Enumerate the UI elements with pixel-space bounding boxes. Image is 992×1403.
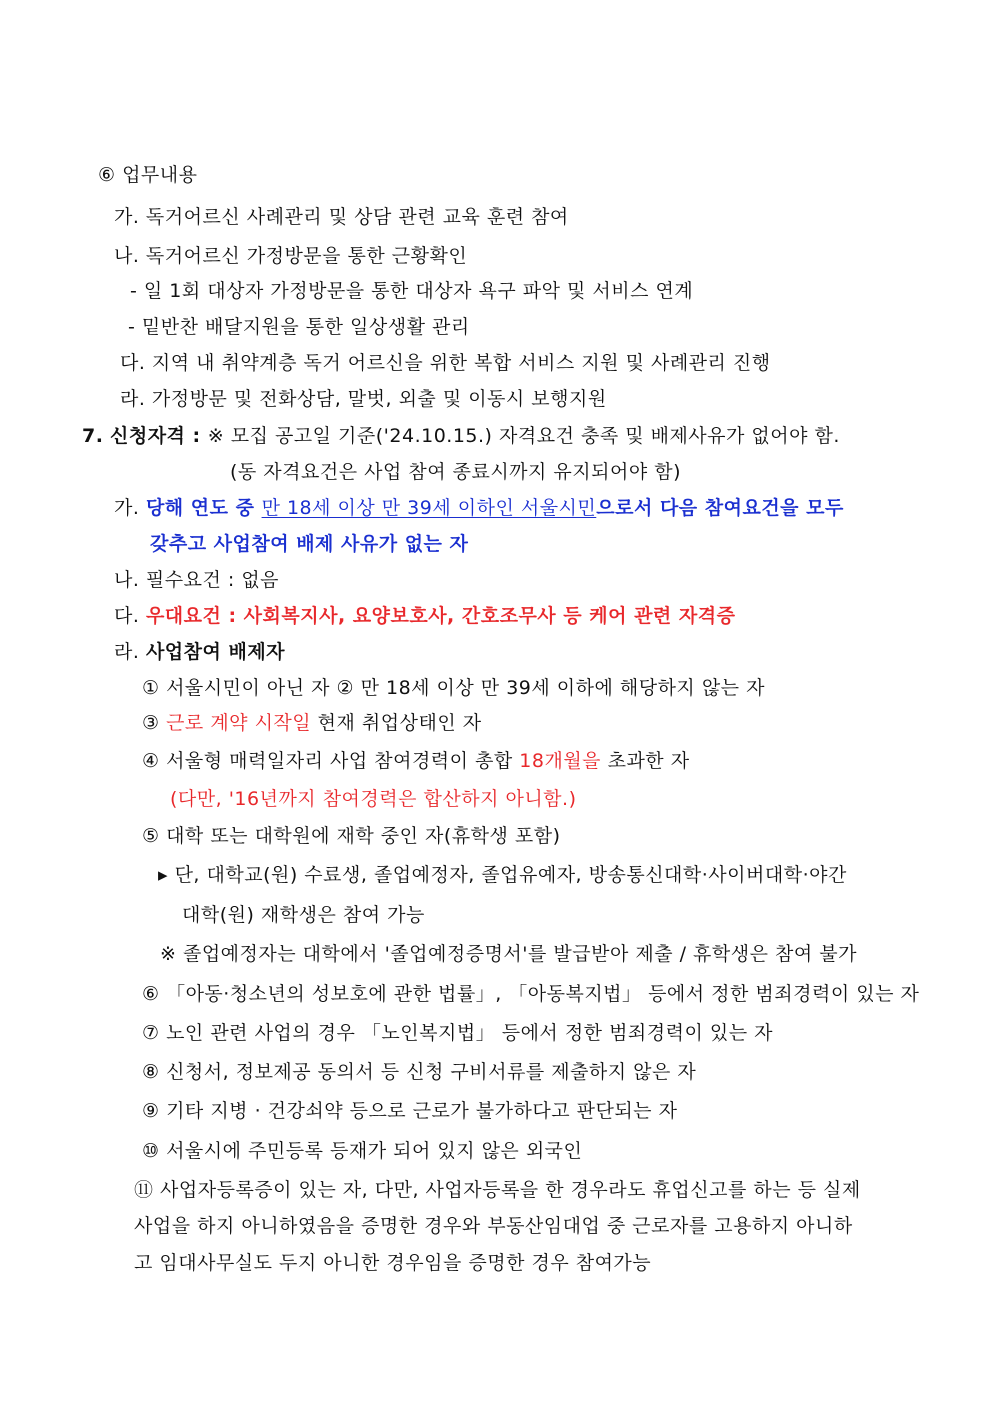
- exclusion-11-line-1: ⑪ 사업자등록증이 있는 자, 다만, 사업자등록을 한 경우라도 휴업신고를 하는 등 실제: [134, 1179, 861, 1201]
- section-colon: :: [185, 425, 208, 447]
- exclusion-11-line-3: 고 임대사무실도 두지 아니한 경우임을 증명한 경우 참여가능: [134, 1252, 652, 1274]
- exclusion-6: ⑥ 「아동·청소년의 성보호에 관한 법률」, 「아동복지법」 등에서 정한 범죄경력이 있는 자: [142, 983, 920, 1005]
- ga-text-1: 당해 연도 중: [145, 497, 262, 519]
- preferred-qualifications: 우대요건 : 사회복지사, 요양보호사, 간호조무사 등 케어 관련 자격증: [145, 605, 736, 627]
- exclusion-3-rest: 현재 취업상태인 자: [311, 712, 482, 734]
- exclusion-4-note: (다만, '16년까지 참여경력은 합산하지 아니함.): [170, 788, 577, 810]
- exclusion-8: ⑧ 신청서, 정보제공 동의서 등 신청 구비서류를 제출하지 않은 자: [142, 1061, 697, 1083]
- item-prefix: 가.: [114, 497, 146, 519]
- exclusion-5: ⑤ 대학 또는 대학원에 재학 중인 자(휴학생 포함): [142, 825, 561, 847]
- duties-item-da: 다. 지역 내 취약계층 독거 어르신을 위한 복합 서비스 지원 및 사례관리 진행: [120, 352, 771, 374]
- exclusion-10: ⑩ 서울시에 주민등록 등재가 되어 있지 않은 외국인: [142, 1140, 583, 1162]
- contract-start-date: 근로 계약 시작일: [166, 712, 312, 734]
- exclusion-5-note: ※ 졸업예정자는 대학에서 '졸업예정증명서'를 발급받아 제출 / 휴학생은 참여 불가: [160, 943, 857, 965]
- eligibility-item-na: 나. 필수요건 : 없음: [114, 569, 280, 591]
- eligibility-item-da: [114, 602, 735, 630]
- eligibility-note: ※ 모집 공고일 기준('24.10.15.) 자격요건 충족 및 배제사유가 없어야 함.: [207, 425, 840, 447]
- exclusion-4-prefix: ④ 서울형 매력일자리 사업 참여경력이 총합: [142, 750, 520, 772]
- exclusion-9: ⑨ 기타 지병 · 건강쇠약 등으로 근로가 불가하다고 판단되는 자: [142, 1100, 678, 1122]
- section-number: 7.: [82, 425, 104, 447]
- section-title: 신청자격: [110, 425, 186, 447]
- item-prefix: 라.: [114, 641, 146, 663]
- duties-subitem-1: - 일 1회 대상자 가정방문을 통한 대상자 욕구 파악 및 서비스 연계: [130, 280, 694, 302]
- exclusion-3: [142, 709, 482, 737]
- exclusion-1-2: ① 서울시민이 아닌 자 ② 만 18세 이상 만 39세 이하에 해당하지 않는 자: [142, 677, 765, 699]
- eligibility-item-ra: [114, 638, 285, 666]
- eligibility-item-ga-cont: 갖추고 사업참여 배제 사유가 없는 자: [150, 533, 469, 555]
- duties-item-ra: 라. 가정방문 및 전화상담, 말벗, 외출 및 이동시 보행지원: [120, 388, 607, 410]
- exclusion-4-rest: 초과한 자: [601, 750, 690, 772]
- duties-item-ga: 가. 독거어르신 사례관리 및 상담 관련 교육 훈련 참여: [114, 206, 569, 228]
- eligibility-note-2: (동 자격요건은 사업 참여 종료시까지 유지되어야 함): [230, 461, 681, 483]
- exclusion-5-sub-cont: 대학(원) 재학생은 참여 가능: [182, 904, 425, 926]
- ga-text-underlined: 만 18세 이상 만 39세 이하인 서울시민: [261, 497, 597, 519]
- eligibility-heading: [82, 422, 840, 450]
- ga-text-2: 으로서 다음 참여요건을 모두: [596, 497, 844, 519]
- exclusion-4: [142, 747, 690, 775]
- duties-heading: ⑥ 업무내용: [98, 164, 198, 186]
- exclusion-3-prefix: ③: [142, 712, 167, 734]
- item-prefix: 다.: [114, 605, 146, 627]
- eligibility-item-ga: [114, 494, 844, 522]
- months-limit: 18개월을: [519, 750, 602, 772]
- exclusion-11-line-2: 사업을 하지 아니하였음을 증명한 경우와 부동산임대업 중 근로자를 고용하지 아니하: [134, 1215, 853, 1237]
- duties-item-na: 나. 독거어르신 가정방문을 통한 근황확인: [114, 245, 468, 267]
- exclusion-5-sub: ▸ 단, 대학교(원) 수료생, 졸업예정자, 졸업유예자, 방송통신대학·사이버대학·야간: [158, 864, 847, 886]
- exclusion-heading: 사업참여 배제자: [145, 641, 286, 663]
- exclusion-7: ⑦ 노인 관련 사업의 경우 「노인복지법」 등에서 정한 범죄경력이 있는 자: [142, 1022, 773, 1044]
- duties-subitem-2: - 밑반찬 배달지원을 통한 일상생활 관리: [128, 316, 470, 338]
